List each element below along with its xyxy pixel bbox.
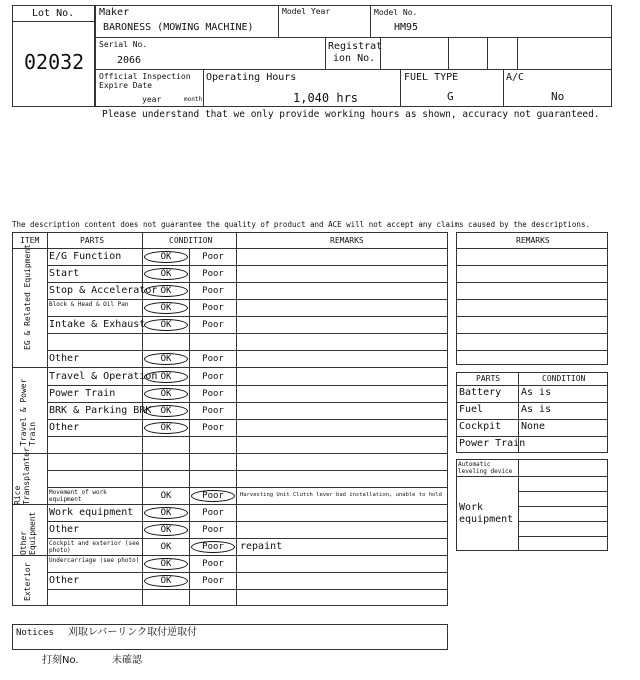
condition-poor[interactable]: Poor bbox=[202, 508, 224, 518]
fuel-value: G bbox=[447, 90, 454, 103]
condition-poor[interactable]: Poor bbox=[202, 389, 224, 399]
selected-condition-circle bbox=[144, 319, 188, 331]
condition-ok[interactable]: OK bbox=[160, 389, 172, 399]
work-equipment-label-2: equipment bbox=[459, 514, 514, 525]
group-label-other-eq: Other Equipment bbox=[19, 511, 37, 555]
selected-condition-circle bbox=[144, 422, 188, 434]
part-label: Intake & Exhaust bbox=[49, 319, 146, 330]
notices-text: 刈取レバーリンク取付逆取付 bbox=[68, 627, 198, 638]
right-part-label: Battery bbox=[459, 387, 502, 398]
selected-condition-circle bbox=[191, 541, 235, 553]
registration-label-1: Registrat bbox=[328, 41, 383, 52]
condition-ok[interactable]: OK bbox=[160, 542, 172, 552]
parts-header: PARTS bbox=[80, 236, 105, 245]
condition-ok[interactable]: OK bbox=[160, 252, 172, 262]
serial-value: 2066 bbox=[117, 55, 142, 66]
ac-value: No bbox=[551, 90, 565, 103]
condition-poor[interactable]: Poor bbox=[202, 491, 224, 501]
condition-poor[interactable]: Poor bbox=[202, 576, 224, 586]
condition-poor[interactable]: Poor bbox=[202, 320, 224, 330]
stamp-label: 打刻No. bbox=[42, 655, 79, 666]
remark-text: Harvesting Unit Clutch lever bad installation, unable to hold bbox=[240, 492, 442, 498]
remarks-header: REMARKS bbox=[330, 236, 364, 245]
remark-text: repaint bbox=[240, 541, 283, 552]
part-label: Travel & Operation bbox=[49, 371, 158, 382]
condition-ok[interactable]: OK bbox=[160, 559, 172, 569]
lot-label: Lot No. bbox=[32, 8, 75, 19]
part-label: Other bbox=[49, 422, 80, 433]
selected-condition-circle bbox=[144, 268, 188, 280]
selected-condition-circle bbox=[144, 388, 188, 400]
right-part-label: Fuel bbox=[459, 404, 484, 415]
condition-poor[interactable]: Poor bbox=[202, 303, 224, 313]
condition-ok[interactable]: OK bbox=[160, 525, 172, 535]
part-label: Start bbox=[49, 268, 80, 279]
condition-poor[interactable]: Poor bbox=[202, 252, 224, 262]
part-label: E/G Function bbox=[49, 251, 122, 262]
year-label: year bbox=[142, 95, 162, 104]
selected-condition-circle bbox=[144, 285, 188, 297]
condition-ok[interactable]: OK bbox=[160, 576, 172, 586]
right-parts-header: PARTS bbox=[476, 374, 501, 383]
part-label: Other bbox=[49, 353, 80, 364]
selected-condition-circle bbox=[144, 302, 188, 314]
condition-ok[interactable]: OK bbox=[160, 303, 172, 313]
fuel-label: FUEL TYPE bbox=[404, 72, 459, 83]
part-label: Block & Head & Oil Pan bbox=[49, 301, 129, 308]
condition-ok[interactable]: OK bbox=[160, 354, 172, 364]
condition-ok[interactable]: OK bbox=[160, 508, 172, 518]
condition-poor[interactable]: Poor bbox=[202, 423, 224, 433]
hours-notice: Please understand that we only provide working hours as shown, accuracy not guaranteed. bbox=[102, 109, 600, 120]
inspection-label-1: Official Inspection bbox=[99, 72, 191, 81]
stamp-value: 未確認 bbox=[112, 655, 142, 666]
right-condition-header: CONDITION bbox=[542, 374, 586, 383]
part-label: Other bbox=[49, 524, 80, 535]
item-header: ITEM bbox=[20, 236, 40, 245]
part-label: Undercarriage (see photo) bbox=[49, 557, 140, 564]
inspection-label-2: Expire Date bbox=[99, 81, 152, 90]
lot-number: 02032 bbox=[24, 50, 85, 74]
hours-label: Operating Hours bbox=[206, 72, 297, 83]
part-label: Other bbox=[49, 575, 80, 586]
condition-poor[interactable]: Poor bbox=[202, 525, 224, 535]
right-part-label: Cockpit bbox=[459, 421, 502, 432]
registration-label-2: ion No. bbox=[333, 53, 376, 64]
condition-ok[interactable]: OK bbox=[160, 491, 172, 501]
part-label: Stop & Accelerator bbox=[49, 285, 158, 296]
part-label: Work equipment bbox=[49, 507, 134, 518]
selected-condition-circle bbox=[191, 490, 235, 502]
condition-poor[interactable]: Poor bbox=[202, 269, 224, 279]
group-label-exterior: Exterior bbox=[23, 562, 32, 601]
selected-condition-circle bbox=[144, 251, 188, 263]
selected-condition-circle bbox=[144, 507, 188, 519]
group-label-eg: EG & Related Equipment bbox=[23, 244, 32, 350]
selected-condition-circle bbox=[144, 558, 188, 570]
group-label-rice: Rice Transplanter bbox=[13, 447, 31, 505]
condition-ok[interactable]: OK bbox=[160, 286, 172, 296]
serial-label: Serial No. bbox=[99, 40, 148, 49]
condition-ok[interactable]: OK bbox=[160, 406, 172, 416]
condition-ok[interactable]: OK bbox=[160, 423, 172, 433]
model-no-value: HM95 bbox=[394, 22, 419, 33]
condition-poor[interactable]: Poor bbox=[202, 559, 224, 569]
condition-poor[interactable]: Poor bbox=[202, 406, 224, 416]
condition-poor[interactable]: Poor bbox=[202, 372, 224, 382]
part-label: Cockpit and exterior (see photo) bbox=[49, 540, 140, 554]
condition-poor[interactable]: Poor bbox=[202, 354, 224, 364]
notices-label: Notices bbox=[16, 628, 54, 638]
condition-ok[interactable]: OK bbox=[160, 320, 172, 330]
right-remarks-header: REMARKS bbox=[516, 236, 550, 245]
selected-condition-circle bbox=[144, 524, 188, 536]
condition-ok[interactable]: OK bbox=[160, 269, 172, 279]
model-year-label: Model Year bbox=[282, 7, 331, 16]
part-label: BRK & Parking BRK bbox=[49, 405, 152, 416]
condition-ok[interactable]: OK bbox=[160, 372, 172, 382]
condition-poor[interactable]: Poor bbox=[202, 286, 224, 296]
model-no-label: Model No. bbox=[374, 8, 418, 17]
part-label: Power Train bbox=[49, 388, 116, 399]
work-equipment-label-1: Work bbox=[459, 502, 484, 513]
month-label: month bbox=[184, 96, 203, 103]
selected-condition-circle bbox=[144, 371, 188, 383]
selected-condition-circle bbox=[144, 353, 188, 365]
group-label-travel: Travel & Power Train bbox=[19, 378, 37, 446]
condition-poor[interactable]: Poor bbox=[202, 542, 224, 552]
maker-value: BARONESS (MOWING MACHINE) bbox=[103, 22, 254, 33]
right-part-condition: None bbox=[521, 421, 546, 432]
part-label: Movement of work equipment bbox=[49, 489, 107, 503]
hours-value: 1,040 hrs bbox=[293, 91, 359, 105]
ac-label: A/C bbox=[506, 72, 525, 83]
condition-header: CONDITION bbox=[169, 236, 213, 245]
selected-condition-circle bbox=[144, 575, 188, 587]
disclaimer: The description content does not guarantee the quality of product and ACE will not accept any claims caused by the descriptions. bbox=[12, 220, 590, 229]
right-part-condition: As is bbox=[521, 404, 552, 415]
auto-leveling-label: Automatic leveling device bbox=[458, 461, 513, 475]
right-part-condition: As is bbox=[521, 387, 552, 398]
right-part-label: Power Train bbox=[459, 438, 526, 449]
maker-label: Maker bbox=[99, 7, 130, 18]
selected-condition-circle bbox=[144, 405, 188, 417]
